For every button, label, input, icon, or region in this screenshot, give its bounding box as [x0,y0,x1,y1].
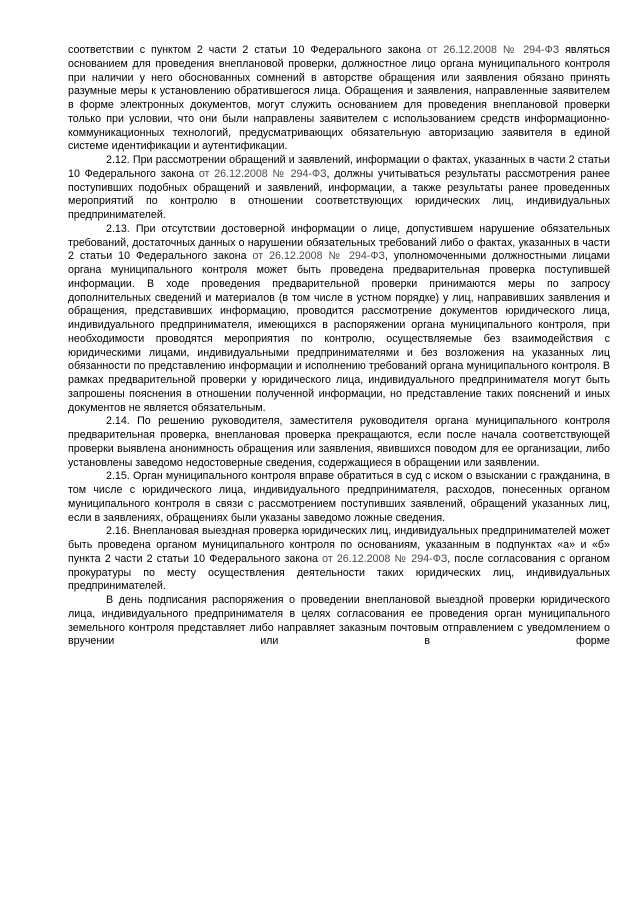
law-reference-link[interactable]: от 26.12.2008 № 294-ФЗ [252,250,385,263]
paragraph-text: 2.16. Внеплановая выездная проверка юридических лиц, индивидуальных предпринимателей может быть проведена органом муниципального контроля по основаниям, указанным в подпунктах «а» и «б» пункта 2 части 2 статьи 10 Федерального закона [68,525,610,565]
paragraph-text: 2.15. Орган муниципального контроля вправе обратиться в суд с иском о взыскании с гражданина, в том числе с юридического лица, индивидуального предпринимателя, расходов, понесенных органом муниципального контроля в связи с рассмотрением поступивших заявлений, обращений указанных лиц, если в заявлениях, обращениях были указаны заведомо ложные сведения. [68,470,610,524]
paragraph [68,470,610,525]
paragraph [68,415,610,470]
law-reference-link[interactable]: от 26.12.2008 № 294-ФЗ [426,44,560,56]
paragraph-text: являться основанием для проведения внеплановой проверки, должностное лицо органа муниципального контроля при наличии у него обоснованных сомнений в авторстве обращения или заявления обязано принять разумные меры к установлению обратившегося лица. Обращения и заявления, направленные заявителем в форме электронных документов, могут служить основанием для проведения внеплановой проверки только при условии, что они были направлены заявителем с использованием средств информационно-коммуникационных технологий, предусматривающих обязательную авторизацию заявителя в единой системе идентификации и аутентификации. [68,44,610,153]
paragraph-text: , должны учитываться результаты рассмотрения ранее поступивших подобных обращений и заявлений, информации, а также результаты ранее проведенных мероприятий по контролю в отношении соответствующих юридических лиц, индивидуальных предпринимателей. [68,167,610,221]
document-body [68,44,610,649]
paragraph-text: соответствии с пунктом 2 части 2 статьи 10 Федерального закона [68,44,427,56]
paragraph [68,594,610,649]
paragraph [68,154,610,223]
law-reference-link[interactable]: от 26.12.2008 № 294-ФЗ [198,167,327,180]
paragraph-text: , после согласования с органом прокуратуры по месту осуществления деятельности таких юридических лиц, индивидуальных предпринимателей. [68,552,610,593]
paragraph-text: В день подписания распоряжения о проведении внеплановой выездной проверки юридического лица, индивидуального предпринимателя в целях согласования ее проведения орган муниципального земельного контроля представляет либо направляет заказным почтовым отправлением с уведомлением о вручении или в форме [68,594,610,648]
law-reference-link[interactable]: от 26.12.2008 № 294-ФЗ [322,552,448,565]
paragraph-text: 2.14. По решению руководителя, заместителя руководителя органа муниципального контроля предварительная проверка, внеплановая проверка прекращаются, если после начала соответствующей проверки выявлена анонимность обращения или заявления, явившихся поводом для ее организации, либо установлены заведомо недостоверные сведения, содержащиеся в обращении или заявлении. [68,415,610,469]
paragraph [68,44,610,154]
paragraph [68,223,610,416]
paragraph-text: 2.12. При рассмотрении обращений и заявлений, информации о фактах, указанных в части 2 статьи 10 Федерального закона [68,154,610,180]
paragraph-text: , уполномоченными должностными лицами органа муниципального контроля может быть проведена предварительная проверка поступившей информации. В ходе проведения предварительной проверки принимаются меры по запросу дополнительных сведений и материалов (в том числе в устном порядке) у лиц, направивших заявления и обращения, представивших информацию, проводится рассмотрение документов юридического лица, индивидуального предпринимателя, имеющихся в распоряжении органа муниципального контроля, при необходимости проводятся мероприятия по контролю, осуществляемые без взаимодействия с юридическими лицами, индивидуальными предпринимателями и без возложения на указанных лиц обязанности по представлению информации и исполнению требований органа муниципального контроля. В рамках предварительной проверки у юридического лица, индивидуального предпринимателя могут быть запрошены пояснения в отношении полученной информации, но представление таких пояснений и иных документов не является обязательным. [68,250,610,414]
paragraph-text: 2.13. При отсутствии достоверной информации о лице, допустившем нарушение обязательных требований, достаточных данных о нарушении обязательных требований либо о фактах, указанных в части 2 статьи 10 Федерального закона [68,222,610,263]
paragraph [68,525,610,594]
